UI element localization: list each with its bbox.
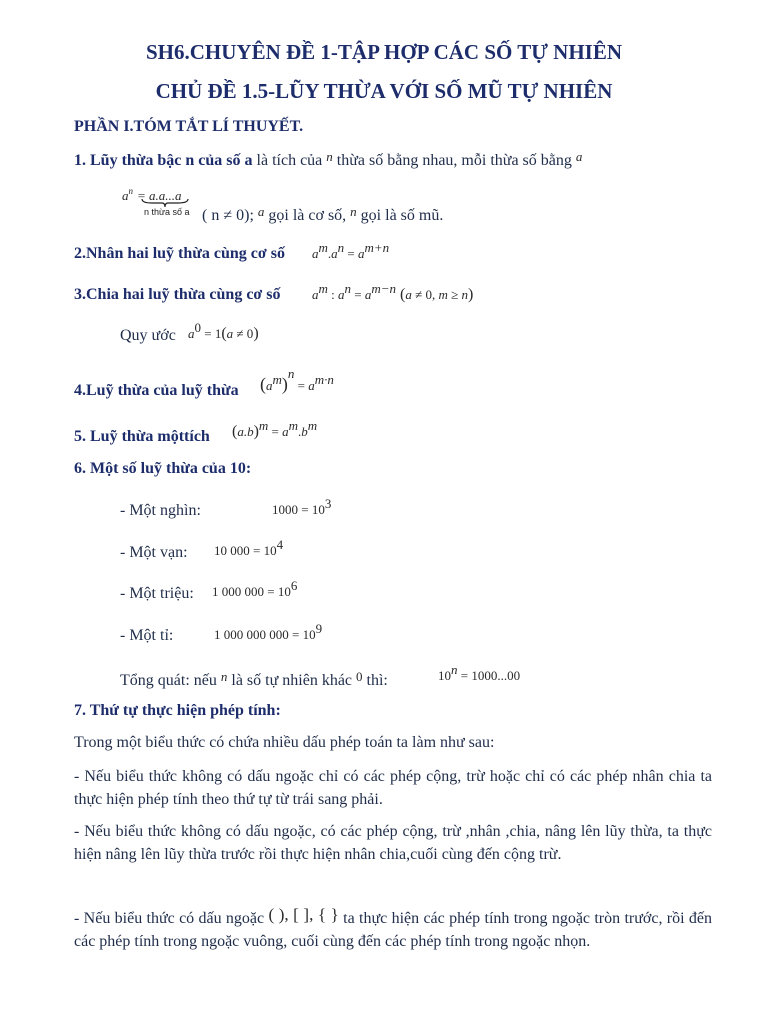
symbol-n: n <box>326 149 333 164</box>
document-title: SH6.CHUYÊN ĐỀ 1-TẬP HỢP CÁC SỐ TỰ NHIÊN <box>145 40 623 64</box>
section-5-heading: 5. Luỹ thừa mộttích <box>74 428 210 445</box>
general-zero: 0 <box>356 669 363 684</box>
condition: ( n ≠ 0); <box>202 207 254 224</box>
general-text-1: Tổng quát: nếu <box>120 672 217 689</box>
rule-3-text-b: ta thực hiện các phép tính trong ngoặc tròn trước, rồi đến các phép tính trong ngoặc vuông, cuối cùng đến các phép tính trong ngoặc nhọn. <box>74 910 712 950</box>
rule-3-text-a: - Nếu biểu thức có dấu ngoặc <box>74 910 265 927</box>
ten-thousand-label: - Một vạn: <box>120 544 188 561</box>
general-rule-line <box>120 669 388 690</box>
general-formula: $10^n = 1000...00$ <box>438 662 521 683</box>
formula-zero-power: $a^0 = 1(a \ne 0)$ <box>188 320 259 342</box>
symbol-a: a <box>575 149 583 164</box>
section-7-heading: 7. Thứ tự thực hiện phép tính: <box>74 702 281 719</box>
section-3-heading: 3.Chia hai luỹ thừa cùng cơ số <box>74 286 281 303</box>
formula-multiply: $a^m.a^n = a^{m+n}$ <box>312 240 390 261</box>
billion-label: - Một tỉ: <box>120 627 174 644</box>
section-3-line <box>74 286 281 304</box>
formula-divide: $a^m$ : $a^n = a^{m-n}$ (a ≠ 0, m ≥ n) <box>312 281 474 303</box>
def-product: = a.a...a <box>137 188 182 203</box>
section-1-text-1: là tích của <box>256 152 323 169</box>
exponent-text: gọi là số mũ. <box>360 207 444 224</box>
part-heading: PHẦN I.TÓM TẮT LÍ THUYẾT. <box>74 118 304 135</box>
million-formula: 1 000 $000 = 10^6$ <box>212 578 298 599</box>
thousand-label: - Một nghìn: <box>120 502 201 519</box>
section-6-heading: 6. Một số luỹ thừa của 10: <box>74 460 252 477</box>
convention-label: Quy ước <box>120 327 176 344</box>
section-4-heading: 4.Luỹ thừa của luỹ thừa <box>74 382 239 399</box>
power-definition-text <box>202 204 443 225</box>
section-5-line <box>74 428 210 446</box>
base-text: gọi là cơ số, <box>268 207 347 224</box>
thousand-formula: $1000 = 10^3$ <box>272 496 332 517</box>
rule-paragraph-1: - Nếu biểu thức không có dấu ngoặc chỉ có các phép cộng, trừ hoặc chỉ có các phép nhân chia ta thực hiện phép tính theo thứ tự từ trái sang phải. <box>74 768 712 808</box>
section-1-heading: 1. Lũy thừa bậc n của số a <box>74 152 253 169</box>
ten-thousand-formula: 10 $000 = 10^4$ <box>214 537 284 558</box>
def-base: a <box>122 188 129 203</box>
general-text-2: là số tự nhiên khác <box>231 672 353 689</box>
symbol-n-2: n <box>350 204 357 219</box>
symbol-a-2: a <box>257 204 265 219</box>
section-4-line <box>74 382 239 400</box>
billion-formula: 1 000 000 $000 = 10^9$ <box>214 621 323 642</box>
section-7-intro: Trong một biểu thức có chứa nhiều dấu phép toán ta làm như sau: <box>74 734 495 751</box>
million-label: - Một triệu: <box>120 585 194 602</box>
general-symbol-n: n <box>220 669 228 684</box>
section-2-heading: 2.Nhân hai luỹ thừa cùng cơ số <box>74 245 285 262</box>
bracket-symbols: ( ), [ ], { } <box>268 905 339 924</box>
section-2-line <box>74 245 285 263</box>
rule-paragraph-2: - Nếu biểu thức không có dấu ngoặc, có các phép cộng, trừ ,nhân ,chia, nâng lên lũy thừa, ta thực hiện nâng lên lũy thừa trước rồi thực hiện nhân chia,cuối cùng đến cộng trừ. <box>74 823 712 863</box>
formula-product-power: $(a.b)^m = a^m.b^m$ <box>232 418 318 440</box>
formula-power-of-power: $(a^m)^n = a^{m\cdot n}$ <box>260 366 334 394</box>
document-subtitle: CHỦ ĐỀ 1.5-LŨY THỪA VỚI SỐ MŨ TỰ NHIÊN <box>155 79 613 103</box>
rule-paragraph-3 <box>74 903 712 953</box>
section-1-line <box>74 149 582 170</box>
section-1-text-2: thừa số bằng nhau, mỗi thừa số bằng <box>336 152 572 169</box>
general-text-3: thì: <box>366 672 388 689</box>
underbrace-label: n thừa số a <box>144 207 190 217</box>
def-exponent: n <box>128 186 133 196</box>
